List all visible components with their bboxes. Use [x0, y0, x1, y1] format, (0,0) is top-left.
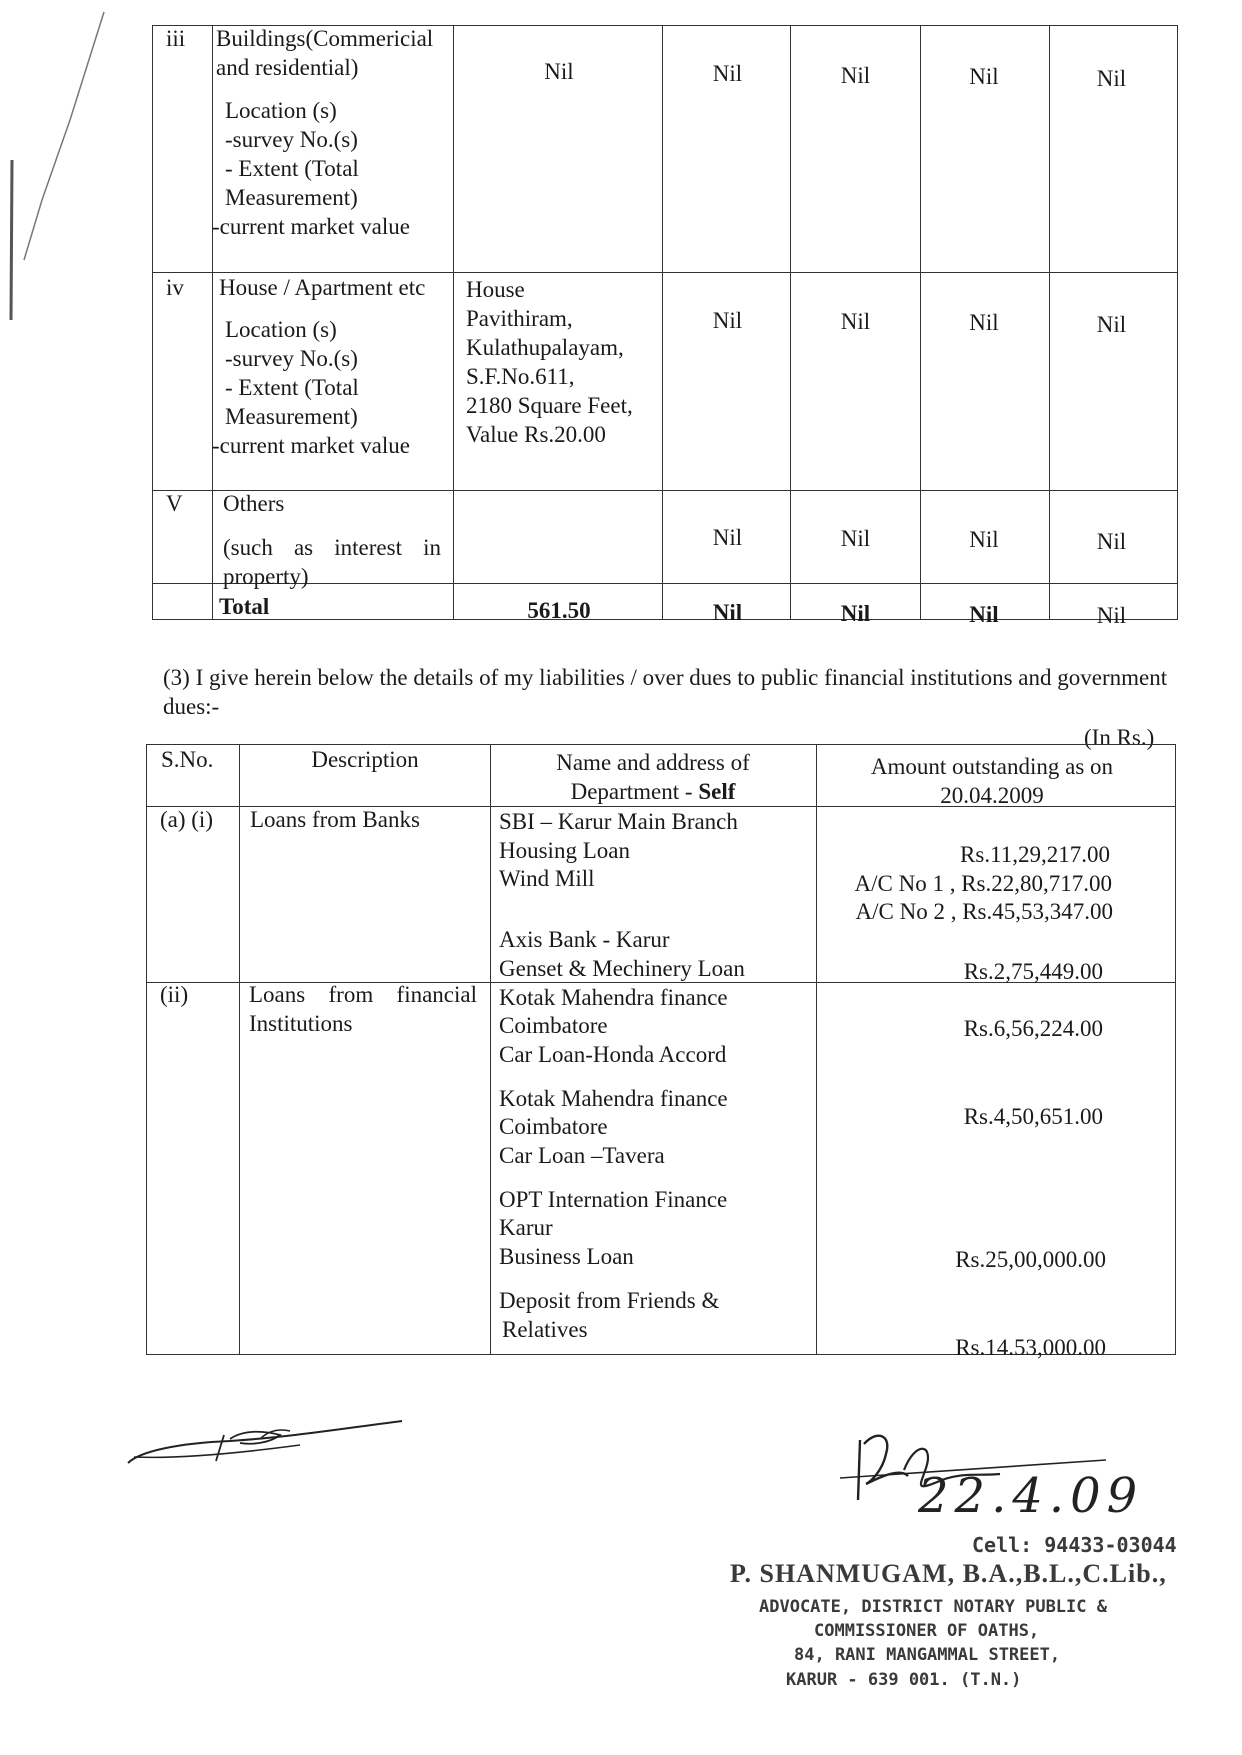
- entry-1-line: Coimbatore: [499, 1013, 608, 1038]
- entry-3-line: OPT Internation Finance: [499, 1187, 728, 1212]
- stamp-name: P. SHANMUGAM, B.A.,B.L.,C.Lib.,: [730, 1559, 1167, 1588]
- row-v-sub: (such as interest in property): [223, 535, 441, 589]
- entry-4-amount: Rs.14.53,000.00: [955, 1335, 1106, 1360]
- row-iv-col1: Nil: [712, 308, 743, 333]
- row-iv-sno: iv: [166, 275, 184, 300]
- entry-2-line: Kotak Mahendra finance: [499, 1086, 728, 1111]
- row-iv-col3: Nil: [969, 310, 999, 335]
- entry-3-amount: Rs.25,00,000.00: [955, 1247, 1106, 1272]
- left-signature: [120, 1405, 420, 1475]
- total-label: Total: [219, 594, 270, 619]
- row-v-title: Others: [223, 491, 285, 516]
- section-a-description: Loans from Banks: [250, 807, 420, 832]
- scan-edge-marks: [0, 0, 120, 420]
- row-iii-col3: Nil: [969, 64, 999, 89]
- section-a-amount: Rs.2,75,449.00: [963, 959, 1103, 984]
- header-name-address-text: Name and address of Department -: [556, 750, 750, 804]
- header-sno: S.No.: [161, 747, 214, 772]
- row-iv-value-line: -current market value: [212, 433, 410, 458]
- header-amount: Amount outstanding as on 20.04.2009: [870, 754, 1114, 808]
- signature-date: 22.4.09: [918, 1468, 1144, 1524]
- header-name-address: [518, 748, 788, 806]
- row-iv-col4: Nil: [1096, 312, 1127, 337]
- stamp-line2: COMMISSIONER OF OATHS,: [814, 1621, 1040, 1641]
- entry-4-line: Relatives: [502, 1317, 588, 1342]
- section-b-sno: (ii): [160, 982, 189, 1007]
- stamp-line4: KARUR - 639 001. (T.N.): [786, 1670, 1022, 1690]
- section-a-amount: A/C No 1 , Rs.22,80,717.00: [854, 871, 1112, 896]
- row-v-sno: V: [166, 491, 183, 516]
- section-a-line: Housing Loan: [499, 838, 630, 863]
- entry-1-amount: Rs.6,56,224.00: [963, 1016, 1103, 1041]
- section-a-line: Wind Mill: [499, 866, 595, 891]
- section-b-description: Loans from financial Institutions: [249, 982, 477, 1036]
- row-iii-title: Buildings(Commericial and residential): [216, 26, 434, 80]
- total-col2: Nil: [840, 601, 871, 626]
- row-v-col4: Nil: [1096, 529, 1127, 554]
- row-v-col3: Nil: [969, 527, 999, 552]
- header-name-address-self: Self: [698, 779, 736, 804]
- liabilities-intro: (3) I give herein below the details of my liabilities / over dues to public financial institutions and government dues:-: [163, 665, 1168, 719]
- entry-2-amount: Rs.4,50,651.00: [963, 1104, 1103, 1129]
- stamp-cell: Cell: 94433-03044: [972, 1533, 1177, 1557]
- entry-1-line: Car Loan-Honda Accord: [499, 1042, 727, 1067]
- section-a-line: SBI – Karur Main Branch: [499, 809, 738, 834]
- entry-2-line: Coimbatore: [499, 1114, 608, 1139]
- row-iii-col1: Nil: [712, 61, 743, 86]
- section-a-line: Axis Bank - Karur: [499, 927, 670, 952]
- stamp-line1: ADVOCATE, DISTRICT NOTARY PUBLIC &: [759, 1597, 1107, 1617]
- row-v-col2: Nil: [840, 526, 871, 551]
- row-iii-col2: Nil: [840, 63, 871, 88]
- row-iv-self: House Pavithiram, Kulathupalayam, S.F.No.611, 2180 Square Feet, Value Rs.20.00: [466, 277, 633, 447]
- section-a-amount: Rs.11,29,217.00: [960, 842, 1110, 867]
- section-a-line: Genset & Mechinery Loan: [499, 956, 745, 981]
- entry-2-line: Car Loan –Tavera: [499, 1143, 665, 1168]
- stamp-line3: 84, RANI MANGAMMAL STREET,: [794, 1645, 1061, 1665]
- row-iii-sub: Location (s) -survey No.(s) - Extent (Total Measurement): [225, 98, 359, 210]
- entry-4-line: Deposit from Friends &: [499, 1288, 720, 1313]
- row-iv-sub: Location (s) -survey No.(s) - Extent (Total Measurement): [225, 317, 359, 429]
- row-iv-col2: Nil: [840, 309, 871, 334]
- row-iii-self: Nil: [544, 59, 574, 84]
- row-iii-col4: Nil: [1096, 66, 1127, 91]
- total-col3: Nil: [969, 602, 999, 627]
- row-iii-value-line: -current market value: [212, 214, 410, 239]
- total-self: 561.50: [527, 598, 591, 623]
- row-iv-title: House / Apartment etc: [219, 275, 426, 300]
- entry-1-line: Kotak Mahendra finance: [499, 985, 728, 1010]
- total-col4: Nil: [1096, 603, 1127, 628]
- liabilities-unit: (In Rs.): [1084, 725, 1155, 750]
- section-a-sno: (a) (i): [160, 807, 213, 832]
- entry-3-line: Karur: [499, 1215, 553, 1240]
- entry-3-line: Business Loan: [499, 1244, 634, 1269]
- section-a-amount: A/C No 2 , Rs.45,53,347.00: [855, 899, 1113, 924]
- header-description: Description: [311, 747, 419, 772]
- row-iii-sno: iii: [166, 26, 186, 51]
- total-col1: Nil: [712, 600, 743, 625]
- row-v-col1: Nil: [712, 525, 743, 550]
